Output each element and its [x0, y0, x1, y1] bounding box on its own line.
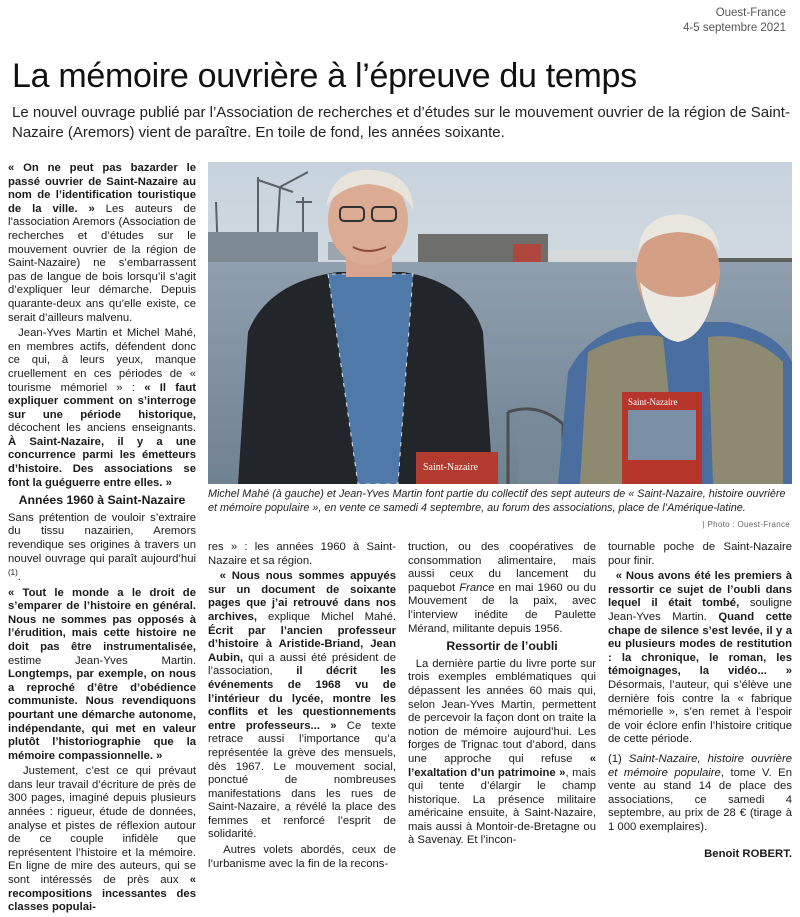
subheading: Années 1960 à Saint-Nazaire — [18, 493, 186, 508]
quote: il décrit les événements de 1968 vu de l’intérieur du lycée, montre les conflits et les questionnements entre professeurs... » — [208, 665, 396, 732]
quote: Quand cette chape de silence s’est levée, il y a eu plusieurs modes de restitution : la chronique, le roman, les témoignages, la vidéo... » — [608, 610, 792, 678]
footnote — [608, 753, 792, 835]
article-column-3 — [408, 541, 596, 850]
body-text: Sans prétention de vouloir s’extraire du tissu nazairien, Aremors revendique ses origines à travers un nouvel ouvrage qui paraît aujourd’hui — [8, 511, 196, 565]
paragraph — [408, 541, 596, 636]
quote: « Il faut expliquer comment on s’interroge sur une période historique, — [8, 381, 196, 421]
body-text: décochent les anciens enseignants. — [8, 422, 196, 435]
paragraph — [8, 587, 196, 764]
quote: Longtemps, par exemple, on nous a reproché d’être d’obédience communiste. Nous revendiquons pourtant une démarche autonome, indépendante, qui met en valeur plutôt l’historiographie que la mémoire compassionnelle. » — [8, 668, 196, 762]
body-text: Jean-Yves Martin et Michel Mahé, en membres actifs, défendent donc ce qui, à leurs yeux, manque cruellement en ces périodes de « tourisme mémoriel » : — [8, 327, 197, 394]
body-text: Autres volets abordés, ceux de l’urbanisme avec la fin de la recons- — [208, 844, 397, 870]
quote: Écrit par l’ancien professeur d’histoire à Aristide-Briand, Jean Aubin, — [208, 624, 396, 664]
article-headline: La mémoire ouvrière à l’épreuve du temps — [12, 57, 637, 95]
article-column-2 — [208, 541, 396, 873]
photo-illustration — [208, 162, 792, 484]
body-text: en mai 1960 ou du Mouvement de la paix, avec l’interview inédite de Paulette Mérand, militante depuis 1956. — [408, 581, 596, 635]
body-text: estime Jean-Yves Martin. — [8, 654, 196, 667]
paragraph — [8, 512, 196, 585]
body-text: Ce texte retrace aussi l’importance qu’a représentée la grève des mensuels, dès 1967. Le mouvement social, ponctué de nombreuses manifestations dans les rues de Saint-Nazaire, a révélé la place des femmes et renforcé l’esprit de solidarité. — [208, 719, 396, 841]
book-title: Saint-Nazaire — [628, 397, 678, 407]
photo-caption: Michel Mahé (à gauche) et Jean-Yves Martin font partie du collectif des sept auteurs de « Saint-Nazaire, histoire ouvrière et mémoire populaire », en vente ce samedi 4 septembre, au forum des associations, place de l’Amérique-latine. — [208, 488, 786, 514]
subheading: Ressortir de l’oubli — [446, 639, 558, 654]
book-cover-left — [416, 452, 498, 484]
quote: « Nous avons été les premiers à ressortir ce sujet de l’oubli dans lequel il était tombé, — [608, 570, 793, 610]
photo-credit: | Photo : Ouest-France — [702, 520, 790, 529]
body-text: explique Michel Mahé. — [257, 610, 396, 623]
body-text: truction, ou des coopératives de consommation alimentaire, mais aussi ceux du lancement du paquebot — [408, 541, 596, 594]
book-title-reference: Saint-Nazaire, histoire ouvrière et mémoire populaire — [608, 752, 792, 779]
body-text: , mais qui tente d’élargir le champ historique. La présence militaire américaine ensuite, à Saint-Nazaire, mais aussi à Montoir-de-Bretagne ou à Savenay. Et l’incon- — [408, 766, 596, 847]
body-text: souligne Jean-Yves Martin. — [608, 597, 792, 623]
pull-quote: « On ne peut pas bazarder le passé ouvrier de Saint-Nazaire au nom de l’identification touristique de la ville. » — [8, 162, 196, 215]
footnote-marker: (1) — [8, 568, 18, 578]
publication-date: 4-5 septembre 2021 — [683, 22, 786, 34]
body-text: La dernière partie du livre porte sur trois exemples emblématiques qui dépassent les années 60 mais qui, selon Jean-Yves Martin, permettent de percevoir la façon dont on traite la notion de mémoire aujourd’hui. Les forges de Trignac tout d’abord, dans une approche qui refuse — [408, 657, 596, 765]
byline: Benoit ROBERT. — [704, 848, 792, 861]
paragraph — [208, 570, 396, 842]
paragraph: tournable poche de Saint-Nazaire pour finir. — [608, 541, 792, 567]
paragraph — [408, 658, 596, 848]
paragraph — [608, 570, 792, 747]
masthead — [683, 6, 786, 36]
quote: res » : les années 1960 à Saint-Nazaire et sa région. — [208, 541, 396, 567]
quote: « Tout le monde a le droit de s’emparer de l’histoire en général. Nous ne sommes pas opposés à l’érudition, mais cette histoire ne doit pas être instrumentalisée, — [8, 586, 196, 653]
body-text: Les auteurs de l’association Aremors (Association de recherches et d’études sur le mouvement ouvrier de la région de Saint-Nazaire) ne s’embarrassent pas de langue de bois lorsqu’il s’agit d’expliquer leur démarche. Depuis quarante-deux ans qu’elle existe, ce serait d’ailleurs malvenu. — [8, 202, 196, 324]
body-text: qui a aussi été président de l’association, — [208, 651, 396, 678]
paragraph — [8, 327, 196, 490]
article-column-4 — [608, 541, 792, 864]
ship-name: France — [459, 581, 495, 594]
book-title: Saint-Nazaire — [423, 462, 478, 473]
article-photo — [208, 162, 792, 484]
paragraph — [8, 765, 196, 915]
article-standfirst: Le nouvel ouvrage publié par l’Association de recherches et d’études sur le mouvement ouvrier de la région de Saint-Nazaire (Aremors) vient de paraître. En toile de fond, les années soixante. — [12, 104, 790, 141]
paragraph — [8, 162, 196, 325]
body-text: Justement, c’est ce qui prévaut dans leur travail d’écriture de près de 300 pages, imaginé depuis plusieurs années : rigueur, étude de données, analyse et pistes de réflexion autour de ce couple infidèle que représentent l’histoire et la mémoire. En ligne de mire des auteurs, qui se sont intéressés de près aux — [8, 765, 196, 887]
publication-name: Ouest-France — [715, 7, 786, 19]
quote: « l’exaltation d’un patrimoine » — [408, 752, 596, 779]
quote: À Saint-Nazaire, il y a une concurrence parmi les émetteurs d’histoire. Des associations se font la guéguerre entre elles. » — [8, 435, 196, 489]
article-column-1 — [8, 162, 196, 917]
body-text: . — [17, 570, 21, 583]
quote: « recompositions incessantes des classes populai- — [8, 874, 196, 914]
quote: « Nous nous sommes appuyés sur un document de soixante pages que j’ai retrouvé dans nos archives, — [208, 570, 396, 623]
body-text: Désormais, l’auteur, qui s’élève une dernière fois contre la « fabrique mémorielle », s’en remet à l’espoir de voir éclore enfin l’histoire critique de cette période. — [608, 678, 792, 746]
footnote-marker: (1) — [608, 752, 622, 765]
paragraph — [208, 541, 396, 568]
paragraph — [208, 844, 396, 871]
body-text: , tome V. En vente au stand 14 de place des associations, ce samedi 4 septembre, au prix de 28 € (tirage à 1 000 exemplaires). — [608, 766, 793, 833]
